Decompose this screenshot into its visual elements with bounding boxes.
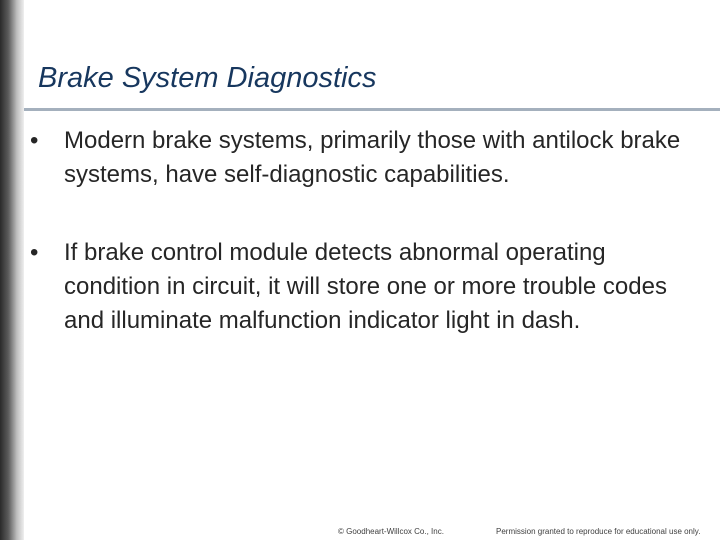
bullet-text: Modern brake systems, primarily those with antilock brake systems, have self-diagnostic capabilities. [64,127,681,189]
bullet-item [30,124,702,192]
bullet-item [30,236,702,338]
footer-copyright: © Goodheart-Willcox Co., Inc. [338,527,444,536]
title-underline [24,108,720,111]
slide-title: Brake System Diagnostics [38,62,377,94]
bullet-dot-icon: • [30,127,39,154]
footer-permission: Permission granted to reproduce for educational use only. [496,527,701,536]
bullet-dot-icon: • [30,239,39,267]
bullet-text: If brake control module detects abnormal operating condition in circuit, it will store one or more trouble codes and illuminate malfunction indicator light in dash. [64,239,667,335]
left-gradient-bar [0,0,24,540]
bullet-list [30,124,702,338]
